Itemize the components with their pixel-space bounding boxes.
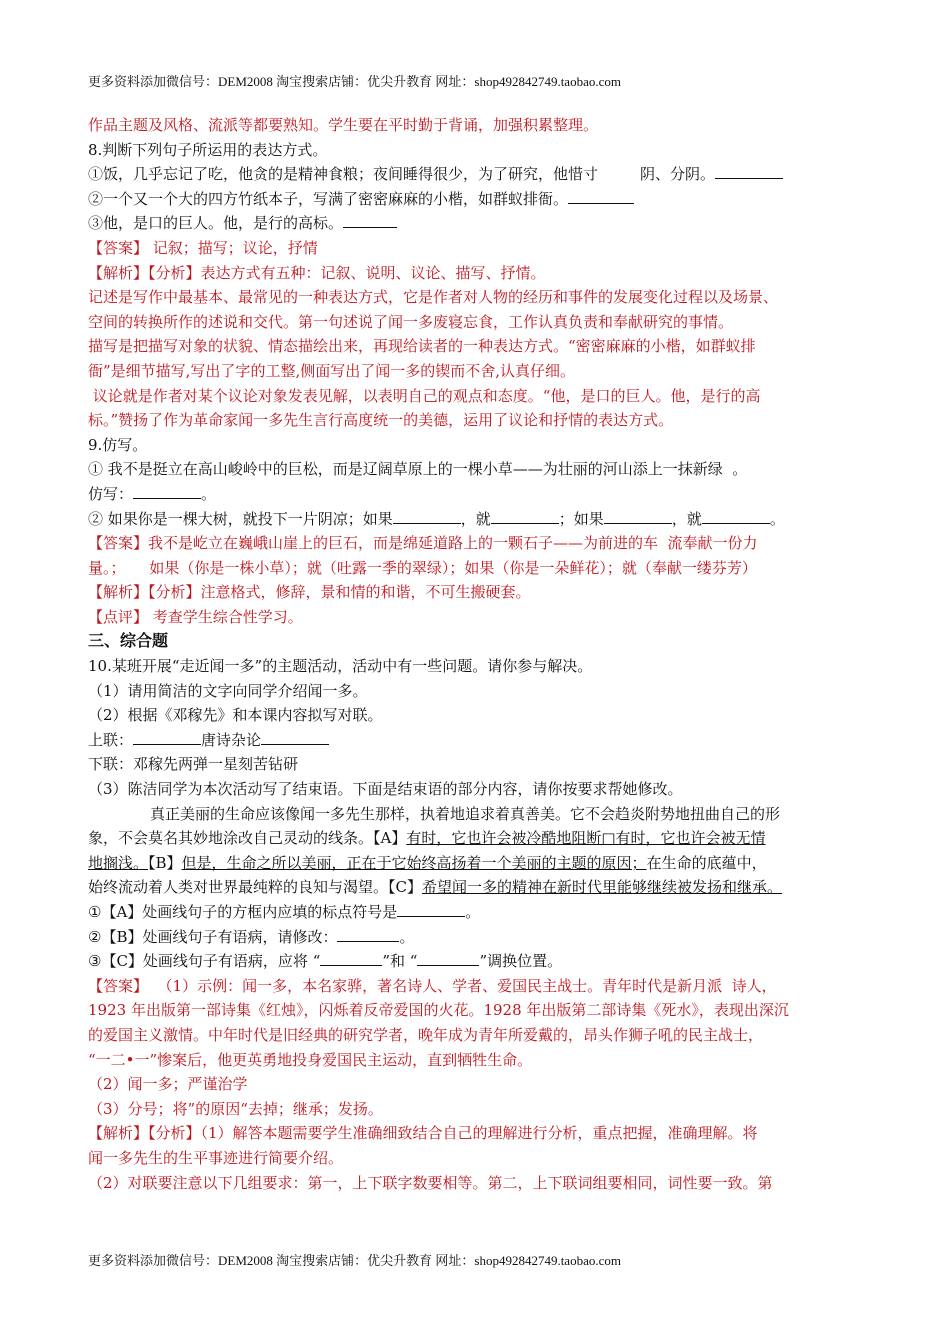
page-content	[88, 113, 866, 1195]
q9-analysis: 【解析】【分析】注意格式，修辞，景和情的和谐，不可生搬硬套。	[88, 583, 531, 602]
couplet-upper: 上联： 唐诗杂论	[88, 728, 866, 753]
q10-answer-line: （2）闻一多；严谨治学	[88, 1075, 248, 1094]
q10-answer-line: 【答案】 （1）示例：闻一多，本名家骅，著名诗人、学者、爱国民主战士。青年时代是新月派 诗人，	[88, 976, 777, 995]
answer-blank[interactable]	[320, 950, 382, 966]
q8-analysis-line: 描写是把描写对象的状貌、情态描绘出来，再现给读者的一种表达方式。“密密麻麻的小楷，如群蚁排	[88, 337, 756, 356]
underlined-sentence-b: 但是，生命之所以美丽，正在于它始终高扬着一个美丽的主题的原因；	[181, 853, 647, 872]
q7-tail: 作品主题及风格、流派等都要熟知。学生要在平时勤于背诵，加强积累整理。	[88, 116, 599, 134]
section-title: 三、综合题	[88, 631, 169, 651]
q10-analysis-line: 【解析】【分析】（1）解答本题需要学生准确细致结合自己的理解进行分析，重点把握，准确理解。将	[88, 1124, 758, 1143]
q10-answer-line: “一二•一”惨案后，他更英勇地投身爱国民主运动，直到牺牲生命。	[88, 1050, 533, 1069]
q8-analysis-line: 空间的转换所作的述说和交代。第一句述说了闻一多废寝忘食，工作认真负责和奉献研究的事情。	[88, 312, 734, 331]
page-footer: 更多资料添加微信号：DEM2008 淘宝搜索店铺：优尖升教育 网址：shop492842749.taobao.com	[88, 1253, 621, 1268]
q9-sentence-1: ① 我不是挺立在高山峻岭中的巨松，而是辽阔草原上的一棵小草——为壮丽的河山添上一抹新绿 。	[88, 460, 748, 479]
answer-blank[interactable]	[604, 508, 672, 524]
underlined-sentence-c: 希望闻一多的精神在新时代里能够继续被发扬和继承。	[421, 878, 782, 897]
underlined-sentence-a: 有时，它也许会被冷酷地阻断□有时，它也许会被无情	[406, 829, 766, 848]
q10-question-c: ③【C】处画线句子有语病，应将 “ ”和 “ ”调换位置。	[88, 952, 563, 971]
q9-comment: 【点评】 考查学生综合性学习。	[88, 607, 303, 626]
q10-part-2: （2）根据《邓稼先》和本课内容拟写对联。	[88, 706, 383, 725]
q10-answer-line: 1923 年出版第一部诗集《红烛》，闪烁着反帝爱国的火花。1928 年出版第二部诗集《死水》，表现出深沉	[88, 1001, 789, 1020]
passage-line: 始终流动着人类对世界最纯粹的良知与渴望。【C】希望闻一多的精神在新时代里能够继续被发扬和继承。	[88, 878, 782, 897]
q10-answer-line: （3）分号；将”的原因“去掉；继承；发扬。	[88, 1099, 383, 1118]
q9-answer-line: 量。； 如果（你是一株小草）；就（吐露一季的翠绿）；如果（你是一朵鲜花）；就（奉献一缕芬芳）	[88, 558, 757, 577]
passage-line: 真正美丽的生命应该像闻一多先生那样，执着地追求着真善美。它不会趋炎附势地扭曲自己的形	[150, 804, 781, 823]
q10-part-1: （1）请用简洁的文字向同学介绍闻一多。	[88, 681, 368, 700]
q10-question-a: ①【A】处画线句子的方框内应填的标点符号是 。	[88, 903, 481, 921]
q10-question-b: ②【B】处画线句子有语病，请修改： 。	[88, 927, 415, 946]
q8-title: 8.判断下列句子所运用的表达方式。	[88, 140, 328, 159]
q9-sentence-2: ② 如果你是一棵大树，就投下一片阴凉；如果 ，就 ；如果 ，就 。	[88, 509, 785, 528]
answer-blank[interactable]	[393, 508, 461, 524]
q9-imitate-line: 仿写： 。	[88, 484, 217, 503]
q10-analysis-line: （2）对联要注意以下几组要求：第一，上下联字数要相等。第二，上下联词组要相同，词性要一致。第	[88, 1173, 773, 1192]
passage-line: 地搁浅。【B】但是，生命之所以美丽，正在于它始终高扬着一个美丽的主题的原因；在生命的底蕴中，	[88, 853, 767, 872]
answer-blank[interactable]	[133, 729, 201, 745]
q9-answer-line: 【答案】我不是屹立在巍峨山崖上的巨石，而是绵延道路上的一颗石子——为前进的车 流奉献一份力	[88, 534, 758, 553]
answer-blank[interactable]	[715, 163, 783, 179]
answer-blank[interactable]	[568, 188, 634, 204]
answer-blank[interactable]	[337, 926, 399, 942]
q8-sentence-2: ②一个又一个大的四方竹纸本子，写满了密密麻麻的小楷，如群蚁排衙。	[88, 187, 866, 212]
answer-blank[interactable]	[702, 508, 770, 524]
q10-part-3: （3）陈洁同学为本次活动写了结束语。下面是结束语的部分内容，请你按要求帮她修改。	[88, 780, 683, 799]
answer-blank[interactable]	[133, 483, 201, 499]
q8-answer: 【答案】 记叙；描写；议论，抒情	[88, 238, 318, 257]
answer-blank[interactable]	[491, 508, 559, 524]
page-header: 更多资料添加微信号：DEM2008 淘宝搜索店铺：优尖升教育 网址：shop492842749.taobao.com	[88, 74, 621, 89]
q8-analysis-line: 【解析】【分析】表达方式有五种：记叙、说明、议论、描写、抒情。	[88, 263, 546, 282]
q10-analysis-line: 闻一多先生的生平事迹进行简要介绍。	[88, 1148, 344, 1167]
q9-title: 9.仿写。	[88, 435, 148, 454]
answer-blank[interactable]	[397, 901, 465, 917]
q8-sentence-1: ①饭，几乎忘记了吃，他贪的是精神食粮；夜间睡得很少，为了研究，他惜寸 阴、分阴。	[88, 162, 866, 187]
q8-sentence-3: ③他，是口的巨人。他，是行的高标。	[88, 211, 866, 236]
q8-analysis-line: 记述是写作中最基本、最常见的一种表达方式，它是作者对人物的经历和事件的发展变化过程以及场景、	[88, 288, 779, 307]
couplet-lower: 下联：邓稼先两弹一星刻苦钻研	[88, 755, 299, 774]
q10-answer-line: 的爱国主义激情。中年时代是旧经典的研究学者，晚年成为青年所爱戴的，昂头作狮子吼的民主战士，	[88, 1025, 764, 1044]
answer-blank[interactable]	[343, 212, 397, 228]
passage-line: 象，不会莫名其妙地涂改自己灵动的线条。【A】有时，它也许会被冷酷地阻断□有时，它也许会被无情	[88, 829, 766, 848]
q8-analysis-line: 议论就是作者对某个议论对象发表见解，以表明自己的观点和态度。“他，是口的巨人。他，是行的高	[88, 386, 761, 405]
answer-blank[interactable]	[417, 950, 479, 966]
q8-analysis-line: 标。”赞扬了作为革命家闻一多先生言行高度统一的美德，运用了议论和抒情的表达方式。	[88, 411, 674, 430]
q8-analysis-line: 衙”是细节描写,写出了字的工整,侧面写出了闻一多的锲而不舍,认真仔细。	[88, 361, 575, 380]
answer-blank[interactable]	[261, 729, 329, 745]
q10-title: 10.某班开展“走近闻一多”的主题活动，活动中有一些问题。请你参与解决。	[88, 657, 593, 676]
